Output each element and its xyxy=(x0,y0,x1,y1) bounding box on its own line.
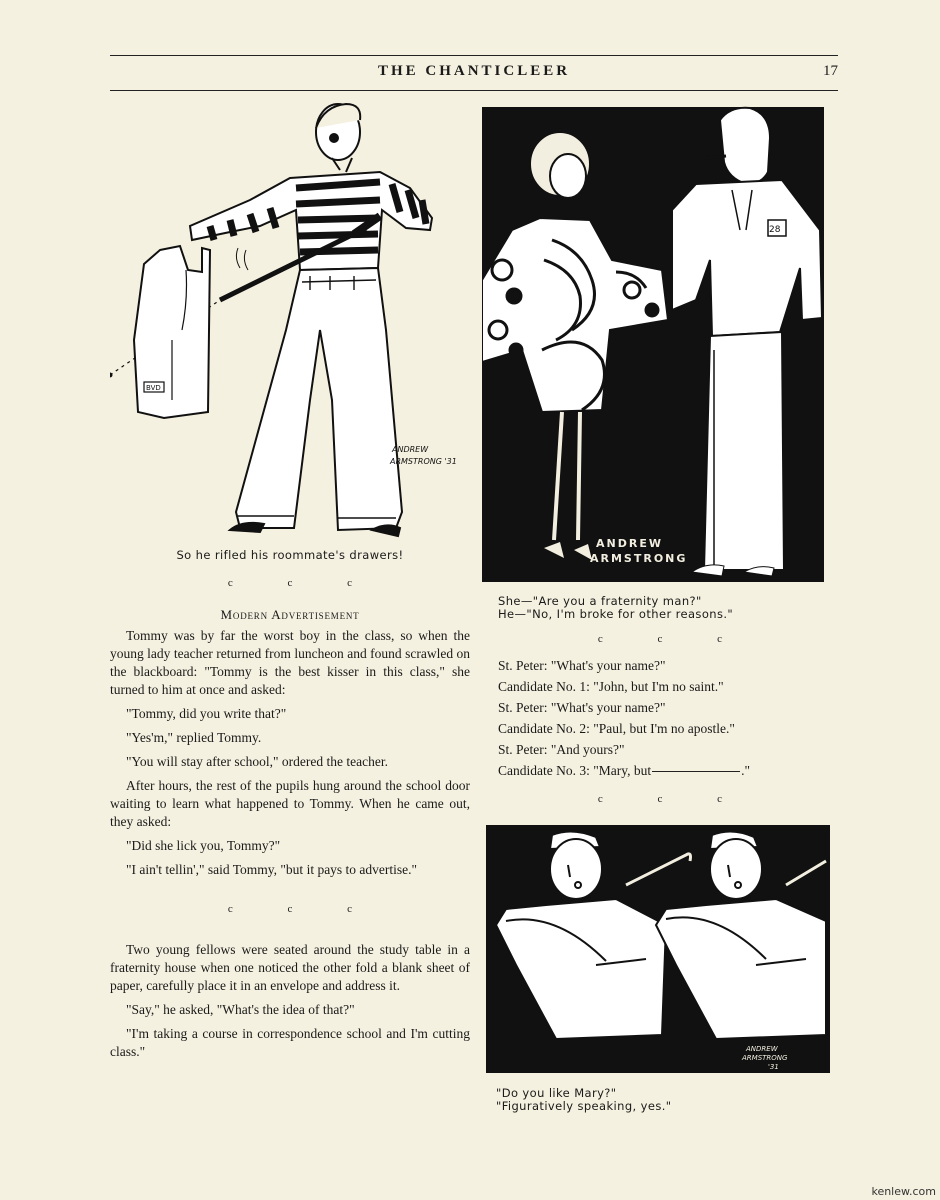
rifle-cartoon xyxy=(110,100,470,540)
dialog-line: Candidate No. 1: "John, but I'm no saint." xyxy=(498,679,724,694)
story-paragraph: "Say," he asked, "What's the idea of that?" xyxy=(126,1002,355,1017)
fraternity-signature-line2: ARMSTRONG xyxy=(590,552,688,565)
page-number: 17 xyxy=(823,63,838,79)
golfers-signature-line2: ARMSTRONG xyxy=(742,1054,788,1062)
story-paragraph: "I ain't tellin'," said Tommy, "but it pays to advertise." xyxy=(126,862,418,877)
dialog-line: St. Peter: "And yours?" xyxy=(498,742,625,757)
fraternity-cartoon-caption xyxy=(498,595,838,621)
left-column xyxy=(110,100,470,1061)
story-paragraph: "I'm taking a course in correspondence school and I'm cutting class." xyxy=(110,1026,470,1059)
golfers-cartoon-caption xyxy=(496,1087,838,1113)
dialog-line-start: Candidate No. 3: "Mary, but xyxy=(498,763,652,778)
story-paragraph: "You will stay after school," ordered the teacher. xyxy=(126,754,388,769)
golfers-signature-line1: ANDREW xyxy=(746,1045,778,1053)
rifle-cartoon-caption: So he rifled his roommate's drawers! xyxy=(176,548,404,562)
right-column xyxy=(482,100,838,1113)
story-correspondence xyxy=(110,941,470,1061)
story-paragraph: Two young fellows were seated around the study table in a fraternity house when one noticed the other fold a blank sheet of paper, carefully place it in an envelope and address it. xyxy=(110,942,470,993)
header-top-rule xyxy=(110,55,838,56)
separator-4: c c c xyxy=(597,793,749,805)
story-paragraph: "Did she lick you, Tommy?" xyxy=(126,838,281,853)
story-paragraph: Tommy was by far the worst boy in the class, so when the young lady teacher returned from luncheon and found scrawled on the blackboard: "Tommy is the best kisser in this class," she turned to him at once and asked: xyxy=(110,628,470,697)
blank-dash xyxy=(652,771,740,772)
story-paragraph: "Yes'm," replied Tommy. xyxy=(126,730,262,745)
fraternity-signature-line1: ANDREW xyxy=(596,537,663,550)
caption-line: She—"Are you a fraternity man?" xyxy=(498,594,702,608)
separator-2: c c c xyxy=(227,903,379,915)
golfers-cartoon xyxy=(486,825,830,1073)
dialog-line: Candidate No. 2: "Paul, but I'm no apostle." xyxy=(498,721,735,736)
dialog-line-final xyxy=(498,760,838,781)
watermark: kenlew.com xyxy=(871,1185,936,1198)
story-paragraph: "Tommy, did you write that?" xyxy=(126,706,287,721)
article-title: Modern Advertisement xyxy=(220,607,360,622)
jacket-badge: 28 xyxy=(769,225,781,235)
golfers-signature-year: '31 xyxy=(768,1063,779,1071)
dialog-line: St. Peter: "What's your name?" xyxy=(498,700,666,715)
rifle-signature-line2: ARMSTRONG '31 xyxy=(390,457,457,466)
fraternity-cartoon-drawing xyxy=(482,100,824,582)
garment-label: BVD xyxy=(146,384,161,392)
golfers-cartoon-drawing xyxy=(486,825,830,1073)
st-peter-dialog xyxy=(498,655,838,781)
story-paragraph: After hours, the rest of the pupils hung around the school door waiting to learn what happened to Tommy. When he came out, they asked: xyxy=(110,778,470,829)
story-modern-advertisement xyxy=(110,627,470,879)
dialog-line: St. Peter: "What's your name?" xyxy=(498,658,666,673)
caption-line: "Figuratively speaking, yes." xyxy=(496,1099,672,1113)
page-header-title: THE CHANTICLEER xyxy=(377,63,571,79)
header-bottom-rule xyxy=(110,90,838,91)
dialog-line-end: ." xyxy=(741,763,750,778)
caption-line: He—"No, I'm broke for other reasons." xyxy=(498,607,734,621)
separator-3: c c c xyxy=(597,633,749,645)
fraternity-cartoon xyxy=(482,100,824,582)
rifle-signature-line1: ANDREW xyxy=(392,445,429,454)
caption-line: "Do you like Mary?" xyxy=(496,1086,617,1100)
rifle-cartoon-drawing xyxy=(110,100,470,540)
separator-1: c c c xyxy=(227,577,379,589)
